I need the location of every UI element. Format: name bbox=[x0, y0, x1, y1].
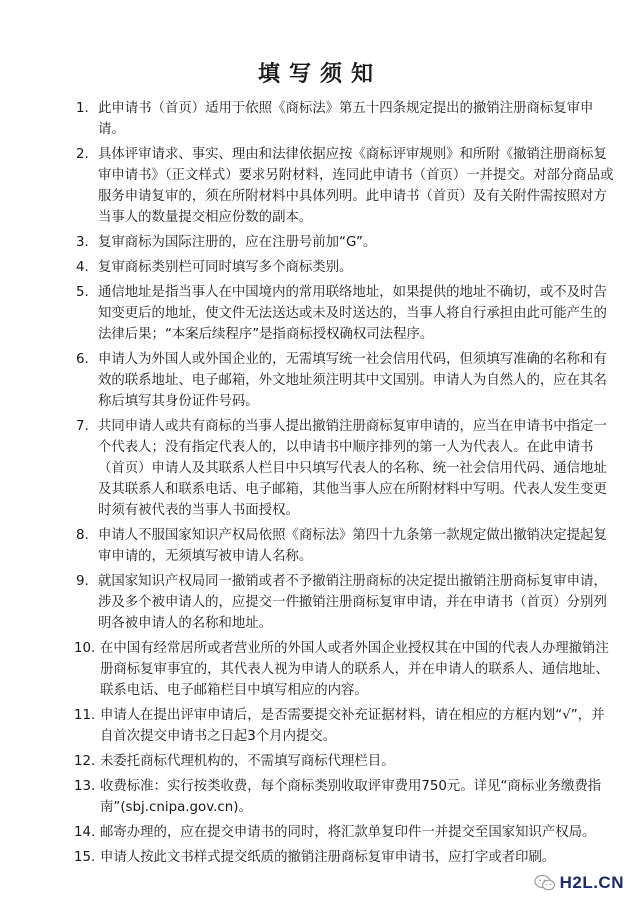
item-text: 就国家知识产权局同一撤销或者不予撤销注册商标的决定提出撤销注册商标复审申请，涉及多个被申请人的，应提交一件撤销注册商标复审申请，并在申请书（首页）分别列明各被申请人的名称和地址。 bbox=[98, 574, 607, 631]
item-text: 具体评审请求、事实、理由和法律依据应按《商标评审规则》和所附《撤销注册商标复审申请书》（正文样式）要求另附材料，连同此申请书（首页）一并提交。对部分商品或服务申请复审的，须在所附材料中具体列明。此申请书（首页）及有关附件需按照对方当事人的数量提交相应份数的副本。 bbox=[98, 147, 614, 225]
list-item bbox=[76, 232, 616, 253]
item-number: 2. bbox=[76, 147, 89, 162]
list-item bbox=[76, 705, 616, 747]
list-item bbox=[76, 847, 616, 868]
item-text: 收费标准：实行按类收费，每个商标类别收取评审费用750元。详见“商标业务缴费指南”(sbj.cnipa.gov.cn)。 bbox=[100, 779, 602, 815]
list-item bbox=[76, 638, 616, 701]
item-number: 5. bbox=[76, 285, 89, 300]
item-number: 9. bbox=[76, 574, 89, 589]
item-text: 申请人为外国人或外国企业的，无需填写统一社会信用代码，但须填写准确的名称和有效的联系地址、电子邮箱，外文地址须注明其中文国别。申请人为自然人的，应在其名称后填写其身份证件号码。 bbox=[98, 352, 607, 409]
list-item bbox=[76, 571, 616, 634]
item-text: 申请人在提出评审申请后，是否需要提交补充证据材料，请在相应的方框内划“√”，并自首次提交申请书之日起3个月内提交。 bbox=[100, 708, 605, 744]
item-text: 通信地址是指当事人在中国境内的常用联络地址，如果提供的地址不确切，或不及时告知变更后的地址，使文件无法送达或未及时送达的，当事人将自行承担由此可能产生的法律后果；“本案后续程序”是指商标授权确权司法程序。 bbox=[98, 285, 607, 342]
item-text: 共同申请人或共有商标的当事人提出撤销注册商标复审申请的，应当在申请书中指定一个代表人；没有指定代表人的，以申请书中顺序排列的第一人为代表人。在此申请书（首页）申请人及其联系人栏目中只填写代表人的名称、统一社会信用代码、通信地址及其联系人和联系电话、电子邮箱，其他当事人应在所附材料中写明。代表人发生变更时须有被代表的当事人书面授权。 bbox=[98, 419, 607, 518]
list-item bbox=[76, 776, 616, 818]
item-number: 4. bbox=[76, 260, 89, 275]
item-text: 复审商标类别栏可同时填写多个商标类别。 bbox=[98, 260, 353, 275]
item-text: 复审商标为国际注册的，应在注册号前加“G”。 bbox=[98, 235, 377, 250]
item-text: 邮寄办理的，应在提交申请书的同时，将汇款单复印件一并提交至国家知识产权局。 bbox=[100, 825, 596, 840]
item-text: 此申请书（首页）适用于依照《商标法》第五十四条规定提出的撤销注册商标复审申请。 bbox=[98, 101, 594, 137]
item-number: 11. bbox=[74, 708, 96, 723]
list-item bbox=[76, 525, 616, 567]
list-item bbox=[76, 282, 616, 345]
item-text: 在中国有经常居所或者营业所的外国人或者外国企业授权其在中国的代表人办理撤销注册商标复审事宜的，其代表人视为申请人的联系人，并在申请人的联系人、通信地址、联系电话、电子邮箱栏目中填写相应的内容。 bbox=[100, 641, 609, 698]
list-item bbox=[76, 349, 616, 412]
list-item bbox=[76, 98, 616, 140]
item-number: 15. bbox=[74, 850, 96, 865]
item-number: 3. bbox=[76, 235, 89, 250]
item-number: 1. bbox=[76, 101, 89, 116]
list-item bbox=[76, 751, 616, 772]
item-text: 未委托商标代理机构的，不需填写商标代理栏目。 bbox=[100, 754, 395, 769]
list-item bbox=[76, 822, 616, 843]
watermark-text: H2L.CN bbox=[559, 873, 624, 892]
site-watermark bbox=[534, 871, 624, 895]
item-number: 8. bbox=[76, 528, 89, 543]
list-item bbox=[76, 144, 616, 228]
list-item bbox=[76, 257, 616, 278]
document-title: 填写须知 bbox=[257, 62, 382, 87]
item-number: 12. bbox=[74, 754, 96, 769]
item-number: 14. bbox=[74, 825, 96, 840]
wechat-icon bbox=[534, 874, 556, 892]
item-number: 13. bbox=[74, 779, 96, 794]
list-item bbox=[76, 416, 616, 521]
item-number: 6. bbox=[76, 352, 89, 367]
item-number: 7. bbox=[76, 419, 89, 434]
item-text: 申请人按此文书样式提交纸质的撤销注册商标复审申请书，应打字或者印刷。 bbox=[100, 850, 556, 865]
item-number: 10. bbox=[74, 641, 96, 656]
instruction-list bbox=[76, 98, 616, 872]
item-text: 申请人不服国家知识产权局依照《商标法》第四十九条第一款规定做出撤销决定提起复审申请的，无须填写被申请人名称。 bbox=[98, 528, 607, 564]
